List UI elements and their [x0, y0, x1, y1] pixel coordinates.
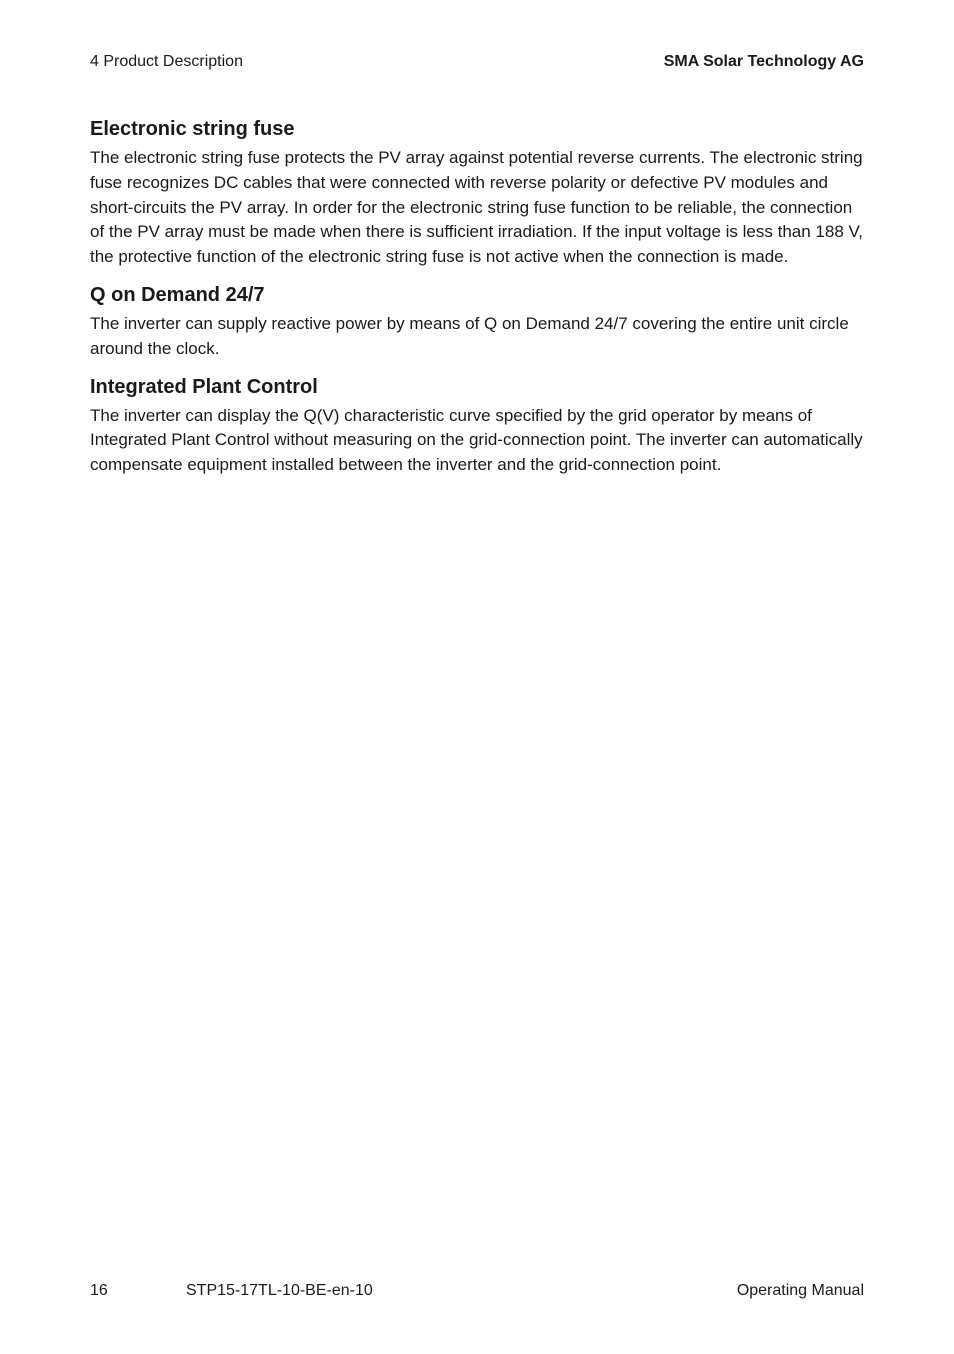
section-heading: Electronic string fuse [90, 118, 295, 140]
section-q-on-demand [90, 282, 866, 362]
section-paragraph: The inverter can display the Q(V) characteristic curve specified by the grid operator by means of Integrated Plant Control without measuring on the grid-connection point. The inverter can automatically compensate equipment installed between the inverter and the grid-connection point. [90, 405, 863, 475]
document-type: Operating Manual [736, 1282, 864, 1299]
chapter-title: 4 Product Description [90, 53, 243, 70]
section-paragraph: The inverter can supply reactive power by means of Q on Demand 24/7 covering the entire unit circle around the clock. [90, 313, 849, 358]
document-code: STP15-17TL-10-BE-en-10 [186, 1282, 373, 1299]
main-content [90, 116, 866, 490]
company-name: SMA Solar Technology AG [663, 53, 864, 70]
section-heading: Q on Demand 24/7 [90, 283, 265, 306]
section-electronic-string-fuse [90, 116, 866, 270]
section-integrated-plant-control [90, 374, 866, 478]
section-paragraph: The electronic string fuse protects the PV array against potential reverse currents. The electronic string fuse recognizes DC cables that were connected with reverse polarity or defective PV modules and short-circuits the PV array. In order for the electronic string fuse function to be reliable, the connection of the PV array must be made when there is sufficient irradiation. If the input voltage is less than 188 V, the protective function of the electronic string fuse is not active when the connection is made. [90, 148, 863, 267]
section-heading: Integrated Plant Control [90, 375, 318, 398]
page-number: 16 [90, 1282, 108, 1299]
